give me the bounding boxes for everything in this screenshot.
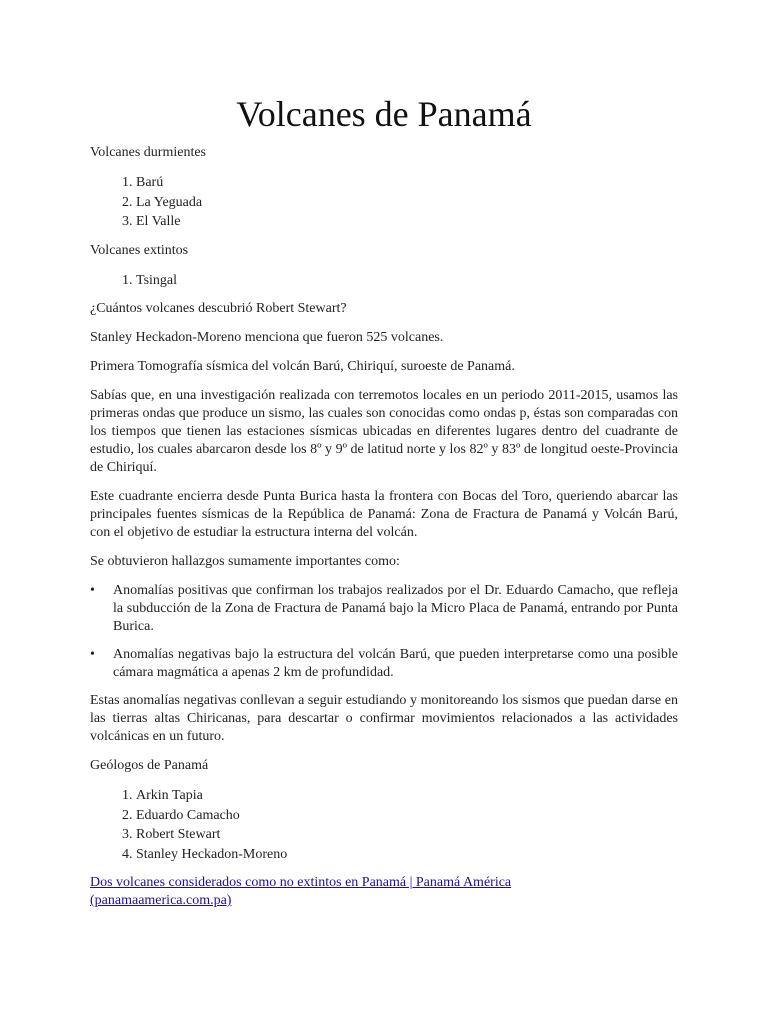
list-item: 3. Robert Stewart: [136, 825, 678, 845]
page-title: Volcanes de Panamá: [236, 94, 532, 134]
list-item: 1. Tsingal: [136, 271, 678, 291]
answer-text: Stanley Heckadon-Moreno menciona que fueron 525 volcanes.: [90, 330, 444, 345]
geologists-heading: Geólogos de Panamá: [90, 758, 209, 773]
extinct-list: [90, 271, 678, 291]
paragraph-study: Sabías que, en una investigación realizada con terremotos locales en un periodo 2011-2015, usamos las primeras ondas que produce un sismo, las cuales son conocidas como ondas p, éstas son comparadas con los tiempos que tienen las estaciones sísmicas ubicadas en diferentes lugares dentro del cuadrante de estudio, los cuales abarcaron desde los 8º y 9º de latitud norte y los 82º y 83º de longitud oeste-Provincia de Chiriquí.: [90, 388, 678, 475]
source-link-line2: (panamaamerica.com.pa): [90, 893, 232, 908]
geologists-list: [90, 786, 678, 864]
document-page: [90, 92, 678, 921]
question-text: ¿Cuántos volcanes descubrió Robert Stewart?: [90, 301, 347, 316]
findings-list: [90, 582, 678, 682]
paragraph-quadrant: Este cuadrante encierra desde Punta Burica hasta la frontera con Bocas del Toro, queriendo abarcar las principales fuentes sísmicas de la República de Panamá: Zona de Fractura de Panamá y Volcán Barú, con el objetivo de estudiar la estructura interna del volcán.: [90, 489, 678, 540]
finding-text: Anomalías positivas que confirman los trabajos realizados por el Dr. Eduardo Camacho, que refleja la subducción de la Zona de Fractura de Panamá bajo la Micro Placa de Panamá, entrando por Punta Burica.: [113, 583, 678, 634]
bullet-icon: •: [90, 583, 95, 598]
extinct-heading: Volcanes extintos: [90, 242, 189, 258]
source-link-line1: Dos volcanes considerados como no extintos en Panamá | Panamá América: [90, 875, 512, 890]
finding-text: Anomalías negativas bajo la estructura del volcán Barú, que pueden interpretarse como una posible cámara magmática a apenas 2 km de profundidad.: [113, 647, 678, 680]
list-item: [90, 582, 678, 636]
dormant-list: [90, 173, 678, 232]
list-item: [90, 646, 678, 682]
dormant-heading: Volcanes durmientes: [90, 145, 206, 160]
list-item: 1. Barú: [136, 173, 678, 193]
tomography-heading: Primera Tomografía sísmica del volcán Barú, Chiriquí, suroeste de Panamá.: [90, 359, 515, 374]
findings-intro: Se obtuvieron hallazgos sumamente importantes como:: [90, 554, 400, 569]
list-item: 2. Eduardo Camacho: [136, 806, 678, 826]
list-item: 4. Stanley Heckadon-Moreno: [136, 845, 678, 865]
paragraph-anomalies: Estas anomalías negativas conllevan a seguir estudiando y monitoreando los sismos que puedan darse en las tierras altas Chiricanas, para descartar o confirmar movimientos relacionados a las actividades volcánicas en un futuro.: [90, 693, 678, 744]
source-link[interactable]: [90, 875, 511, 908]
list-item: 1. Arkin Tapia: [136, 786, 678, 806]
list-item: 3. El Valle: [136, 212, 678, 232]
source-link-paragraph: [90, 874, 678, 910]
bullet-icon: •: [90, 647, 95, 662]
list-item: 2. La Yeguada: [136, 193, 678, 213]
